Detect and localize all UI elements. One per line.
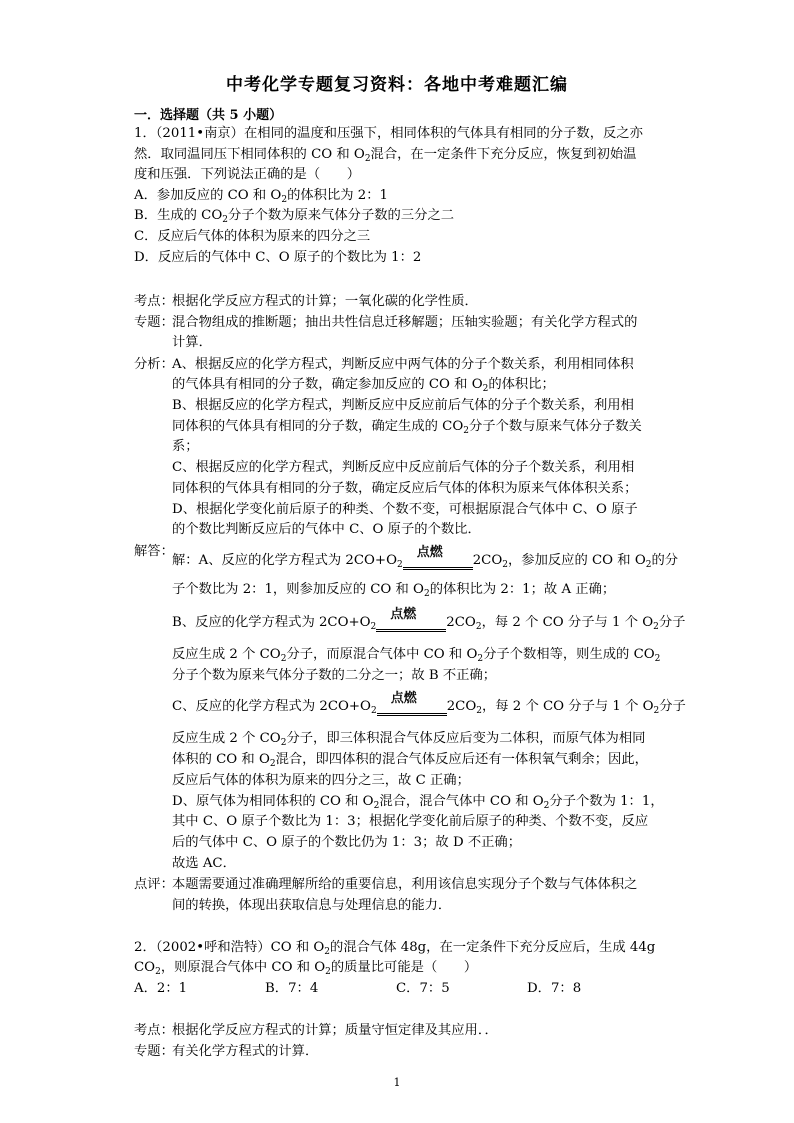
q2-zhuanti: 有关化学方程式的计算．: [172, 1044, 319, 1059]
section-heading: 一．选择题（共 5 小题）: [134, 108, 283, 123]
q1-dianping-line-2: 间的转换，体现出获取信息与处理信息的能力．: [172, 898, 452, 913]
q1-option-d[interactable]: D．反应后的气体中 C、O 原子的个数比为 1：2: [134, 250, 422, 265]
page-title: 中考化学专题复习资料：各地中考难题汇编: [226, 75, 568, 95]
q1-answer-d-line-3: 后的气体中 C、O 原子的个数比仍为 1：3；故 D 不正确；: [172, 835, 522, 850]
reaction-arrow: 点燃: [376, 617, 446, 637]
q1-answer-c-line-2: 反应生成 2 个 $CO_2$分子，即三体积混合气体反应后变为二体积，而原气体为相同: [172, 731, 646, 748]
q1-option-b[interactable]: B．生成的 $CO_2$分子个数为原来气体分子数的三分之二: [134, 208, 455, 225]
q1-answer-d-line-2: 其中 C、O 原子个数比为 1：3；根据化学变化前后原子的种类、个数不变，反应: [172, 814, 649, 829]
q1-zhuanti-line-2: 计算．: [172, 335, 212, 350]
q1-fenxi-line-4: 同体积的气体具有相同的分子数，确定生成的 $CO_2$分子个数与原来气体分子数关: [172, 419, 642, 436]
q2-option-b[interactable]: B．7：4: [265, 981, 319, 996]
reaction-arrow: 点燃: [377, 701, 447, 721]
q1-zhuanti-label: 专题：: [134, 315, 174, 330]
q1-fenxi-line-7: 同体积的气体具有相同的分子数，确定反应后气体的体积为原来气体体积关系；: [172, 481, 638, 496]
q1-dianping-line-1: 本题需要通过准确理解所给的重要信息，利用该信息实现分子个数与气体体积之: [172, 877, 638, 892]
page-number: 1: [393, 1076, 401, 1089]
q1-kaodian: 根据化学反应方程式的计算；一氧化碳的化学性质．: [172, 294, 478, 309]
q1-fenxi-label: 分析：: [134, 357, 174, 372]
reaction-arrow: 点燃: [403, 555, 473, 575]
q1-fenxi-line-8: D、根据化学变化前后原子的种类、个数不变，可根据原混合气体中 C、O 原子: [172, 502, 638, 517]
q1-answer-c-line-1: C、反应的化学方程式为 $2CO+O_2$ 点燃 $2CO_2$，每 2 个 CO 分子与 1 个 $O_2$分子: [172, 697, 686, 721]
q1-answer-b-line-1: B、反应的化学方程式为 $2CO+O_2$ 点燃 $2CO_2$，每 2 个 CO 分子与 1 个 $O_2$分子: [172, 613, 685, 637]
q1-fenxi-line-6: C、根据反应的化学方程式，判断反应中反应前后气体的分子个数关系，利用相: [172, 460, 635, 475]
q1-answer-b-line-3: 分子个数为原来气体分子数的二分之一；故 B 不正确；: [172, 668, 497, 683]
q1-answer-a-line-1: 解：A、反应的化学方程式为 $2CO+O_2$ 点燃 $2CO_2$，参加反应的 CO 和 $O_2$的分: [172, 551, 678, 575]
q1-answer-d-line-1: D、原气体为相同体积的 CO 和 $O_2$混合，混合气体中 CO 和 $O_2$分子个数为 1：1，: [172, 794, 664, 811]
q2-options: [134, 979, 658, 999]
q1-answer-c-line-4: 反应后气体的体积为原来的四分之三，故 C 正确；: [172, 773, 470, 788]
q2-kaodian-label: 考点：: [134, 1023, 174, 1038]
q1-fenxi-line-1: A、根据反应的化学方程式，判断反应中两气体的分子个数关系，利用相同体积: [172, 357, 634, 372]
q1-stem-line-2: 然．取同温同压下相同体积的 CO 和 $O_2$混合，在一定条件下充分反应，恢复到初始温: [134, 147, 637, 164]
q1-fenxi-line-3: B、根据反应的化学方程式，判断反应中反应前后气体的分子个数关系，利用相: [172, 398, 634, 413]
q1-answer-c-line-3: 体积的 CO 和 $O_2$混合，即四体积的混合气体反应后还有一体积氧气剩余；因此，: [172, 752, 648, 769]
q1-fenxi-line-5: 系；: [172, 439, 199, 454]
q2-option-d[interactable]: D．7：8: [527, 981, 582, 996]
q1-option-c[interactable]: C．反应后气体的体积为原来的四分之三: [134, 229, 371, 244]
q1-jieda-label: 解答：: [134, 544, 174, 559]
q1-answer-b-line-2: 反应生成 2 个 $CO_2$分子，而原混合气体中 CO 和 $O_2$分子个数相等，则生成的 $CO_2$: [172, 647, 661, 664]
q1-kaodian-label: 考点：: [134, 294, 174, 309]
q1-stem-line-1: 1．（2011•南京）在相同的温度和压强下，相同体积的气体具有相同的分子数，反之亦: [134, 126, 643, 141]
q2-stem-line-1: 2．（2002•呼和浩特）CO 和 $O_2$的混合气体 48g，在一定条件下充分反应后，生成 44g: [134, 940, 656, 957]
q2-stem-line-2: $CO_2$，则原混合气体中 CO 和 $O_2$的质量比可能是（ ）: [134, 960, 478, 977]
q1-answer-a-line-2: 子个数比为 2：1，则参加反应的 CO 和 $O_2$的体积比为 2：1；故 A 正确；: [172, 582, 616, 599]
q1-stem-line-3: 度和压强．下列说法正确的是（ ）: [134, 167, 361, 182]
q2-zhuanti-label: 专题：: [134, 1044, 174, 1059]
q1-answer-conclusion: 故选 AC．: [172, 856, 236, 871]
q1-zhuanti-line-1: 混合物组成的推断题；抽出共性信息迁移解题；压轴实验题；有关化学方程式的: [172, 315, 638, 330]
q1-fenxi-line-9: 的个数比判断反应后的气体中 C、O 原子的个数比．: [172, 522, 481, 537]
q1-fenxi-line-2: 的气体具有相同的分子数，确定参加反应的 CO 和 $O_2$的体积比；: [172, 377, 555, 394]
q2-kaodian: 根据化学反应方程式的计算；质量守恒定律及其应用．．: [172, 1023, 498, 1038]
q1-option-a[interactable]: A．参加反应的 CO 和 $O_2$的体积比为 2：1: [134, 188, 389, 205]
q1-dianping-label: 点评：: [134, 877, 174, 892]
q2-option-a[interactable]: A．2：1: [134, 981, 188, 996]
q2-option-c[interactable]: C．7：5: [396, 981, 450, 996]
